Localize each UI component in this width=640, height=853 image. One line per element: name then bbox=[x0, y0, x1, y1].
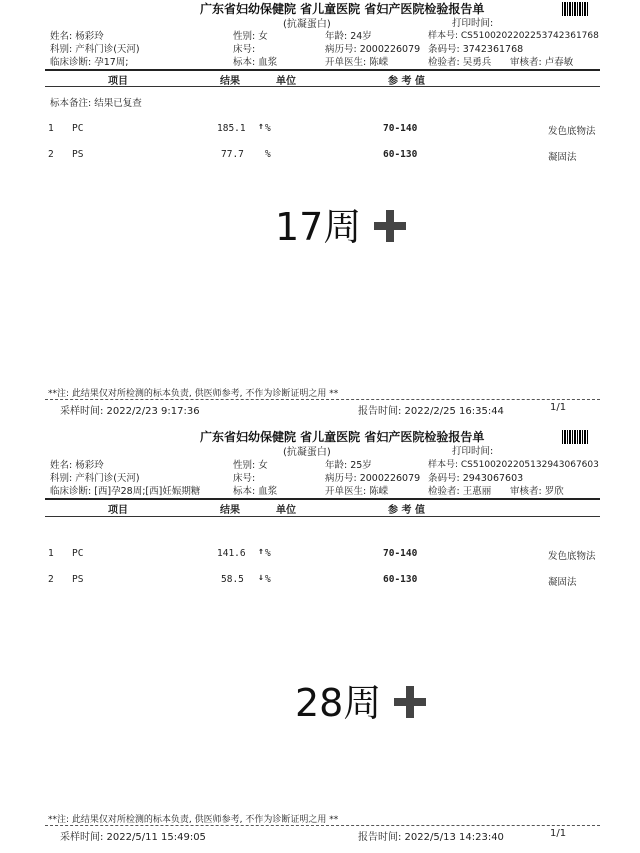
header-bottom-rule bbox=[45, 86, 600, 87]
flag-arrow-icon: ↑ bbox=[258, 121, 264, 132]
test-unit: % bbox=[265, 548, 271, 559]
sample-time: 采样时间: 2022/5/11 15:49:05 bbox=[60, 832, 206, 843]
patient-age: 年龄: 25岁 bbox=[325, 460, 372, 471]
footer-rule bbox=[45, 399, 600, 400]
print-time-label: 打印时间: bbox=[452, 446, 494, 457]
department: 科别: 产科门诊(天河) bbox=[50, 473, 140, 484]
barcode-number: 条码号: 3742361768 bbox=[428, 44, 524, 55]
specimen-type: 标本: 血浆 bbox=[233, 486, 278, 497]
test-code: PC bbox=[72, 123, 84, 134]
report-time: 报告时间: 2022/5/13 14:23:40 bbox=[358, 832, 504, 843]
gestational-week-label: 28周 bbox=[295, 681, 382, 725]
row-number: 2 bbox=[48, 149, 54, 160]
row-number: 1 bbox=[48, 548, 54, 559]
bed-number: 床号: bbox=[233, 44, 256, 55]
row-number: 1 bbox=[48, 123, 54, 134]
ordering-doctor: 开单医生: 陈嵘 bbox=[325, 57, 389, 68]
test-code: PC bbox=[72, 548, 84, 559]
test-unit: % bbox=[265, 123, 271, 134]
record-number: 病历号: 2000226079 bbox=[325, 473, 421, 484]
reviewer: 审核者: 罗欣 bbox=[510, 486, 564, 497]
barcode-number: 条码号: 2943067603 bbox=[428, 473, 524, 484]
report-title: 广东省妇幼保健院 省儿童医院 省妇产医院检验报告单 bbox=[200, 2, 485, 16]
test-unit: % bbox=[265, 149, 271, 160]
test-value: 77.7 bbox=[221, 149, 244, 160]
reference-range: 60-130 bbox=[383, 574, 418, 585]
test-value: 58.5 bbox=[221, 574, 244, 585]
test-method: 凝固法 bbox=[548, 152, 577, 163]
header-top-rule bbox=[45, 69, 600, 71]
gestational-week-label: 17周 bbox=[275, 205, 362, 249]
specimen-type: 标本: 血浆 bbox=[233, 57, 278, 68]
report-title: 广东省妇幼保健院 省儿童医院 省妇产医院检验报告单 bbox=[200, 430, 485, 444]
handwritten-annotation bbox=[275, 196, 408, 251]
col-header-item: 项目 bbox=[108, 505, 128, 516]
report-subtitle: (抗凝蛋白) bbox=[283, 447, 331, 458]
test-method: 发色底物法 bbox=[548, 126, 596, 137]
reference-range: 70-140 bbox=[383, 123, 418, 134]
barcode-icon bbox=[562, 430, 588, 444]
barcode-icon bbox=[562, 2, 588, 16]
flag-arrow-icon: ↓ bbox=[258, 572, 264, 583]
reference-range: 70-140 bbox=[383, 548, 418, 559]
header-top-rule bbox=[45, 498, 600, 500]
test-code: PS bbox=[72, 574, 84, 585]
col-header-result: 结果 bbox=[220, 505, 240, 516]
test-value: 141.6 bbox=[217, 548, 246, 559]
handwritten-annotation bbox=[295, 672, 428, 727]
test-unit: % bbox=[265, 574, 271, 585]
department: 科别: 产科门诊(天河) bbox=[50, 44, 140, 55]
header-bottom-rule bbox=[45, 516, 600, 517]
bed-number: 床号: bbox=[233, 473, 256, 484]
sample-time: 采样时间: 2022/2/23 9:17:36 bbox=[60, 406, 200, 417]
patient-sex: 性别: 女 bbox=[233, 460, 268, 471]
tester: 检验者: 王惠丽 bbox=[428, 486, 492, 497]
sample-number: 样本号: CS5100202205132943067603 bbox=[428, 460, 599, 470]
col-header-ref: 参 考 值 bbox=[388, 76, 425, 87]
clinical-diagnosis: 临床诊断: [西]孕28周;[西]妊娠期糖 bbox=[50, 486, 201, 497]
patient-age: 年龄: 24岁 bbox=[325, 31, 372, 42]
col-header-unit: 单位 bbox=[276, 505, 296, 516]
ordering-doctor: 开单医生: 陈嵘 bbox=[325, 486, 389, 497]
tester: 检验者: 吴勇兵 bbox=[428, 57, 492, 68]
specimen-remark: 标本备注: 结果已复查 bbox=[50, 98, 142, 109]
patient-name: 姓名: 杨彩玲 bbox=[50, 31, 104, 42]
footer-rule bbox=[45, 825, 600, 826]
plus-icon bbox=[372, 208, 408, 244]
reviewer: 审核者: 卢春敏 bbox=[510, 57, 574, 68]
test-method: 发色底物法 bbox=[548, 551, 596, 562]
col-header-item: 项目 bbox=[108, 76, 128, 87]
page-number: 1/1 bbox=[550, 828, 567, 839]
row-number: 2 bbox=[48, 574, 54, 585]
patient-name: 姓名: 杨彩玲 bbox=[50, 460, 104, 471]
report-time: 报告时间: 2022/2/25 16:35:44 bbox=[358, 406, 504, 417]
patient-sex: 性别: 女 bbox=[233, 31, 268, 42]
page-number: 1/1 bbox=[550, 402, 567, 413]
disclaimer-note: **注: 此结果仅对所检测的标本负责, 供医师参考, 不作为诊断证明之用 ** bbox=[48, 389, 339, 399]
test-method: 凝固法 bbox=[548, 577, 577, 588]
test-value: 185.1 bbox=[217, 123, 246, 134]
print-time-label: 打印时间: bbox=[452, 18, 494, 29]
reference-range: 60-130 bbox=[383, 149, 418, 160]
test-code: PS bbox=[72, 149, 84, 160]
flag-arrow-icon: ↑ bbox=[258, 546, 264, 557]
col-header-unit: 单位 bbox=[276, 76, 296, 87]
col-header-ref: 参 考 值 bbox=[388, 505, 425, 516]
col-header-result: 结果 bbox=[220, 76, 240, 87]
report-subtitle: (抗凝蛋白) bbox=[283, 19, 331, 30]
plus-icon bbox=[392, 684, 428, 720]
disclaimer-note: **注: 此结果仅对所检测的标本负责, 供医师参考, 不作为诊断证明之用 ** bbox=[48, 815, 339, 825]
clinical-diagnosis: 临床诊断: 孕17周; bbox=[50, 57, 129, 68]
record-number: 病历号: 2000226079 bbox=[325, 44, 421, 55]
sample-number: 样本号: CS5100202202253742361768 bbox=[428, 31, 599, 41]
